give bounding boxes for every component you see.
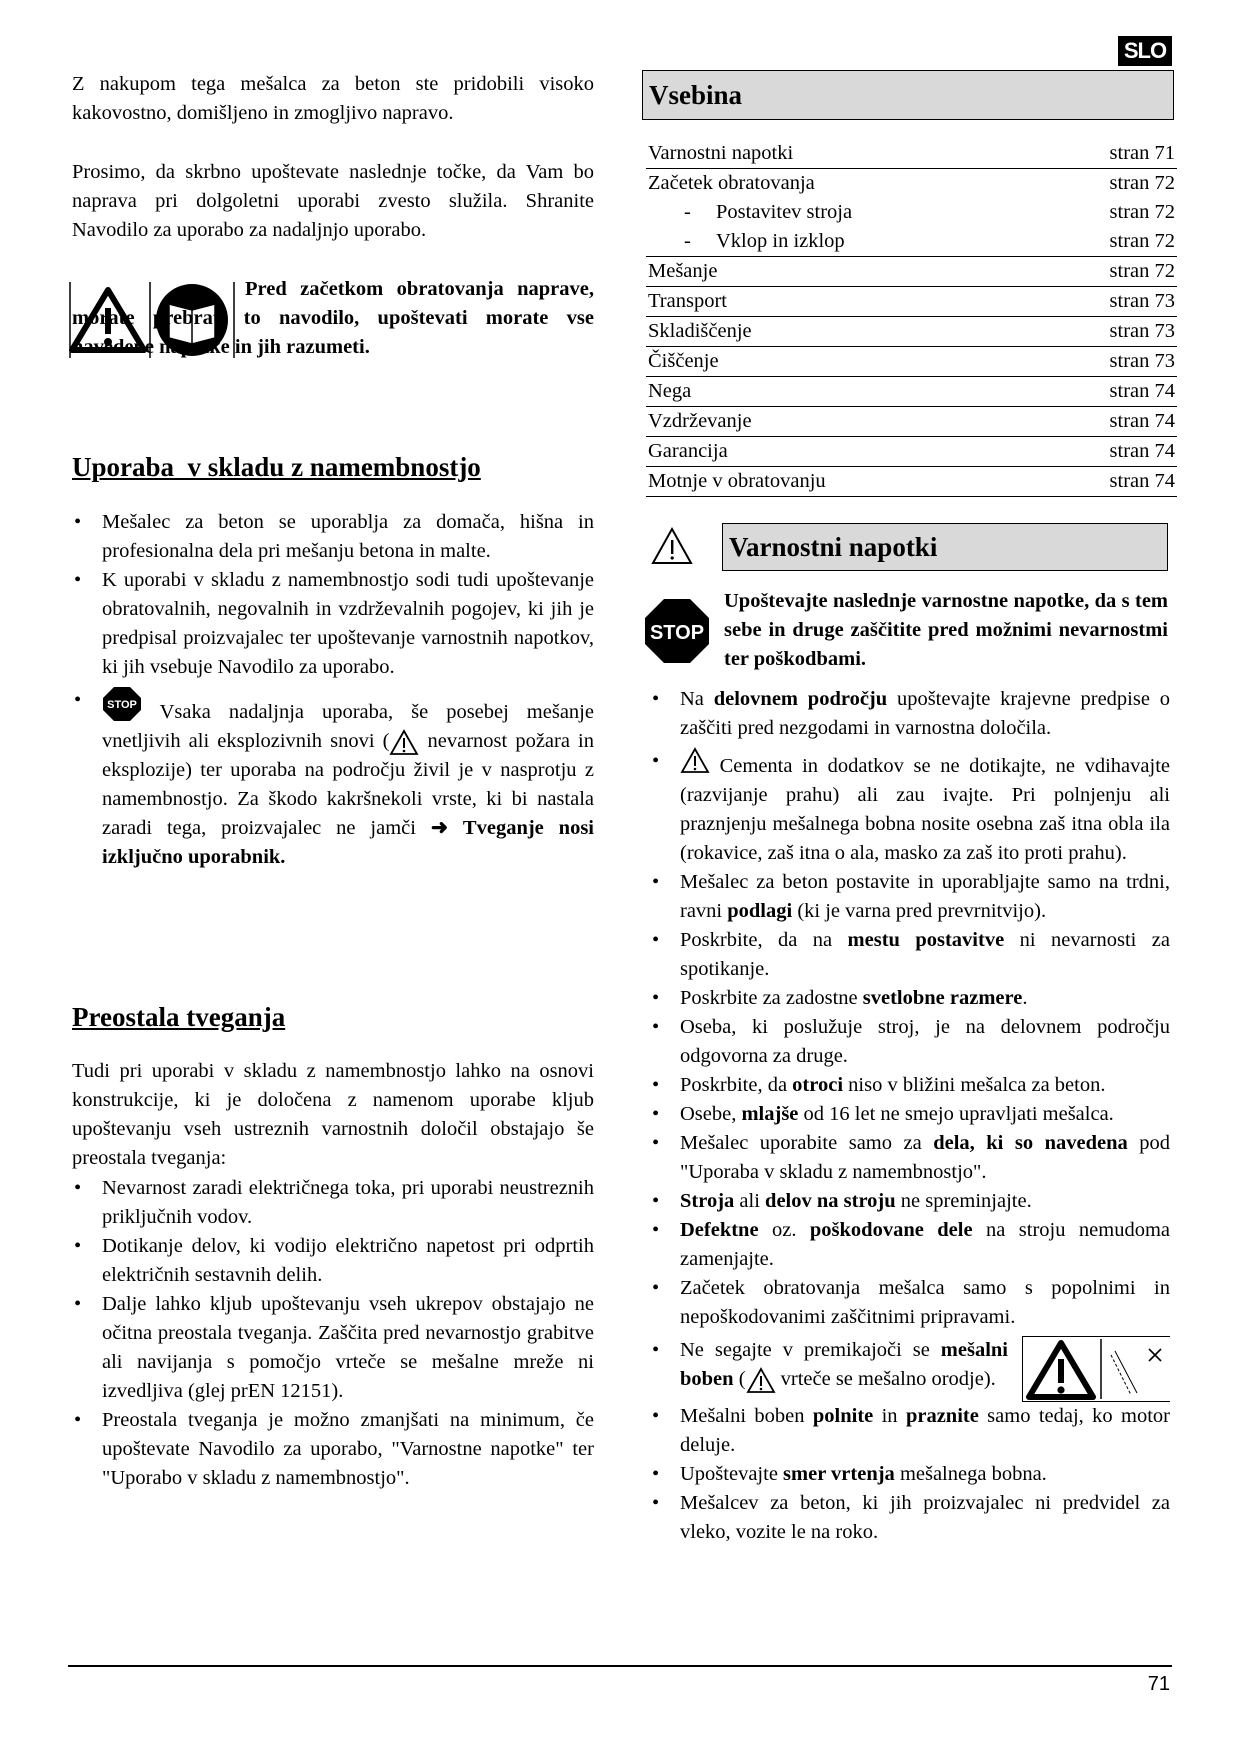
intro-paragraph-2: Prosimo, da skrbno upoštevate naslednje točke, da Vam bo naprava pri dolgoletni uporabi zvesto služila. Shranite Navodilo za uporabo za nadaljnjo uporabo. (72, 161, 594, 241)
safety-list (650, 685, 1170, 1547)
toc-page: stran 72 (1109, 201, 1175, 223)
toc-row (646, 437, 1177, 467)
intended-use-list (72, 508, 594, 872)
toc-label: Varnostni napotki (646, 139, 1044, 169)
toc-label: Čiščenje (646, 347, 1044, 377)
warning-triangle-icon (746, 1367, 776, 1394)
list-item: • Poskrbite, da otroci niso v bližini mešalca za beton. (650, 1071, 1170, 1100)
toc-page: stran 71 (1044, 139, 1177, 169)
svg-text:STOP: STOP (649, 622, 705, 644)
warning-triangle-icon (680, 747, 710, 774)
toc-row (646, 139, 1177, 169)
warning-triangle-icon (389, 729, 419, 756)
toc-page: stran 73 (1044, 347, 1177, 377)
list-item: • K uporabi v skladu z namembnostjo sodi tudi upoštevanje obratovalnih, negovalnih in vzdrževalnih pogojev, ki jih je predpisal proizvajalec ter upoštevanje varnostnih napotkov, ki jih vsebuje Navodilo za uporabo. (72, 566, 594, 682)
list-item: • Nevarnost zaradi električnega toka, pri uporabi neustreznih priključnih vodov. (72, 1174, 594, 1232)
toc-label: - Postavitev stroja (684, 201, 853, 223)
list-item: • Osebe, mlajše od 16 let ne smejo upravljati mešalca. (650, 1100, 1170, 1129)
toc-row (646, 407, 1177, 437)
stop-sign-icon (102, 686, 142, 722)
safety-warning-icon (650, 526, 694, 575)
list-item: • Dotikanje delov, ki vodijo električno napetost pri odprtih električnih sestavnih delih. (72, 1232, 594, 1290)
toc-row (646, 169, 1177, 199)
list-item: • Defektne oz. poškodovane dele na stroju nemudoma zamenjajte. (650, 1216, 1170, 1274)
toc-row (646, 467, 1177, 497)
toc-page: stran 74 (1044, 467, 1177, 497)
list-item: • Poskrbite, da na mestu postavitve ni nevarnosti za spotikanje. (650, 926, 1170, 984)
toc-row (646, 347, 1177, 377)
list-item: • Mešalec za beton postavite in uporabljajte samo na trdni, ravni podlagi (ki je varna pred prevrnitvijo). (650, 868, 1170, 926)
stop-sign (644, 598, 710, 673)
safety-heading: Varnostni napotki (722, 523, 1168, 571)
list-item: • Mešalni boben polnite in praznite samo tedaj, ko motor deluje. (650, 1402, 1170, 1460)
list-item: • Upoštevajte smer vrtenja mešalnega bobna. (650, 1460, 1170, 1489)
toc-page: stran 73 (1044, 287, 1177, 317)
toc-label: Začetek obratovanja (648, 172, 815, 194)
toc-label: Vzdrževanje (646, 407, 1044, 437)
toc-row (646, 227, 1177, 257)
toc-page: stran 74 (1044, 377, 1177, 407)
toc-label: Motnje v obratovanju (646, 467, 1044, 497)
toc-page: stran 74 (1044, 437, 1177, 467)
safety-stop-warning: Upoštevajte naslednje varnostne napotke, da s tem sebe in druge zaščitite pred možnimi nevarnostmi ter poškodbami. (724, 590, 1168, 670)
list-item: • Cementa in dodatkov se ne dotikajte, ne vdihavajte (razvijanje prahu) ali zau ivajte. Pri polnjenju ali praznjenju mešalnega bobna nosite osebna zaš itna obla ila (rokavice, zaš itna o ala, masko za zaš ito proti prahu). (650, 747, 1170, 868)
toc-label: - Vklop in izklop (646, 227, 1044, 257)
list-item: • Mešalec uporabite samo za dela, ki so navedena pod "Uporaba v skladu z namembnostjo". (650, 1129, 1170, 1187)
residual-risks-list (72, 1174, 594, 1493)
stop-sign-icon (644, 598, 710, 664)
intro-paragraph-1: Z nakupom tega mešalca za beton ste pridobili visoko kakovostno, domišljeno in zmogljivo napravo. (72, 73, 594, 124)
toc-row (646, 257, 1177, 287)
list-item: • Ne segajte v premikajoči se mešalni boben ( vrteče se mešalno orodje). (650, 1336, 1170, 1394)
toc-page: stran 74 (1044, 407, 1177, 437)
toc-row (646, 377, 1177, 407)
list-item: • Mešalcev za beton, ki jih proizvajalec ni predvidel za vleko, vozite le na roko. (650, 1489, 1170, 1547)
toc-page: stran 72 (1109, 172, 1175, 194)
rotating-drum-pictogram (1022, 1336, 1170, 1402)
toc-row (646, 287, 1177, 317)
list-item: • Oseba, ki poslužuje stroj, je na delovnem področju odgovorna za druge. (650, 1013, 1170, 1071)
footer-divider (68, 1665, 1172, 1667)
list-item: • Poskrbite za zadostne svetlobne razmere. (650, 984, 1170, 1013)
section-heading-intended-use: Uporaba v skladu z namembnostjo (72, 452, 481, 482)
toc-row (646, 198, 1177, 227)
toc-page: stran 73 (1044, 317, 1177, 347)
table-of-contents (646, 139, 1177, 497)
close-icon (1149, 1349, 1161, 1361)
toc-label: Nega (646, 377, 1044, 407)
toc-row (646, 317, 1177, 347)
residual-risks-intro: Tudi pri uporabi v skladu z namembnostjo lahko na osnovi konstrukcije, ki je določena z namenom uporabe kljub upoštevanju vseh ustreznih varnostnih določil obstajajo še preostala tveganja: (72, 1060, 594, 1169)
toc-heading: Vsebina (642, 70, 1174, 120)
list-item: • Stroja ali delov na stroju ne spreminjajte. (650, 1187, 1170, 1216)
toc-label: Transport (646, 287, 1044, 317)
toc-label: Skladiščenje (646, 317, 1044, 347)
list-item: • Dalje lahko kljub upoštevanju vseh ukrepov obstajajo ne očitna preostala tveganja. Zaščita pred nevarnostjo grabitve ali navijanja s pomočjo vrteče se mešalne mreže ni izvedljiva (glej prEN 12151). (72, 1290, 594, 1406)
toc-page: stran 72 (1044, 257, 1177, 287)
toc-label: Mešanje (646, 257, 1044, 287)
language-badge: SLO (1118, 36, 1172, 66)
list-item: • Mešalec za beton se uporablja za domača, hišna in profesionalna dela pri mešanju betona in malte. (72, 508, 594, 566)
page-number: 71 (1147, 1673, 1170, 1695)
toc-label: Garancija (646, 437, 1044, 467)
svg-text:STOP: • STOP (107, 699, 137, 711)
warning-triangle-icon (650, 526, 694, 566)
list-item: • STOP Vsaka nadaljnja uporaba, še posebej mešanje vnetljivih ali eksplozivnih snovi ( nevarnost požara in eksplozije) ter uporaba na področju živil je v nasprotju z namembnostjo. Za škodo kakršnekoli vrste, ki bi nastala zaradi tega, proizvajalec ne jamči ➜ Tveganje nosi izključno uporabnik. (72, 686, 594, 872)
list-item: • Začetek obratovanja mešalca samo s popolnimi in nepoškodovanimi zaščitnimi pripravami. (650, 1274, 1170, 1332)
read-manual-warning: Pred začetkom obratovanja naprave, morate prebrati to navodilo, upoštevati morate vse navedene napotke in jih razumeti. (72, 278, 594, 358)
toc-page: stran 72 (1044, 227, 1177, 257)
list-item: • Na delovnem področju upoštevajte krajevne predpise o zaščiti pred nezgodami in varnostna določila. (650, 685, 1170, 743)
list-item: • Preostala tveganja je možno zmanjšati na minimum, če upoštevate Navodilo za uporabo, "Varnostne napotke" ter "Uporabo v skladu z namembnostjo". (72, 1406, 594, 1493)
section-heading-residual-risks: Preostala tveganja (72, 1002, 286, 1032)
